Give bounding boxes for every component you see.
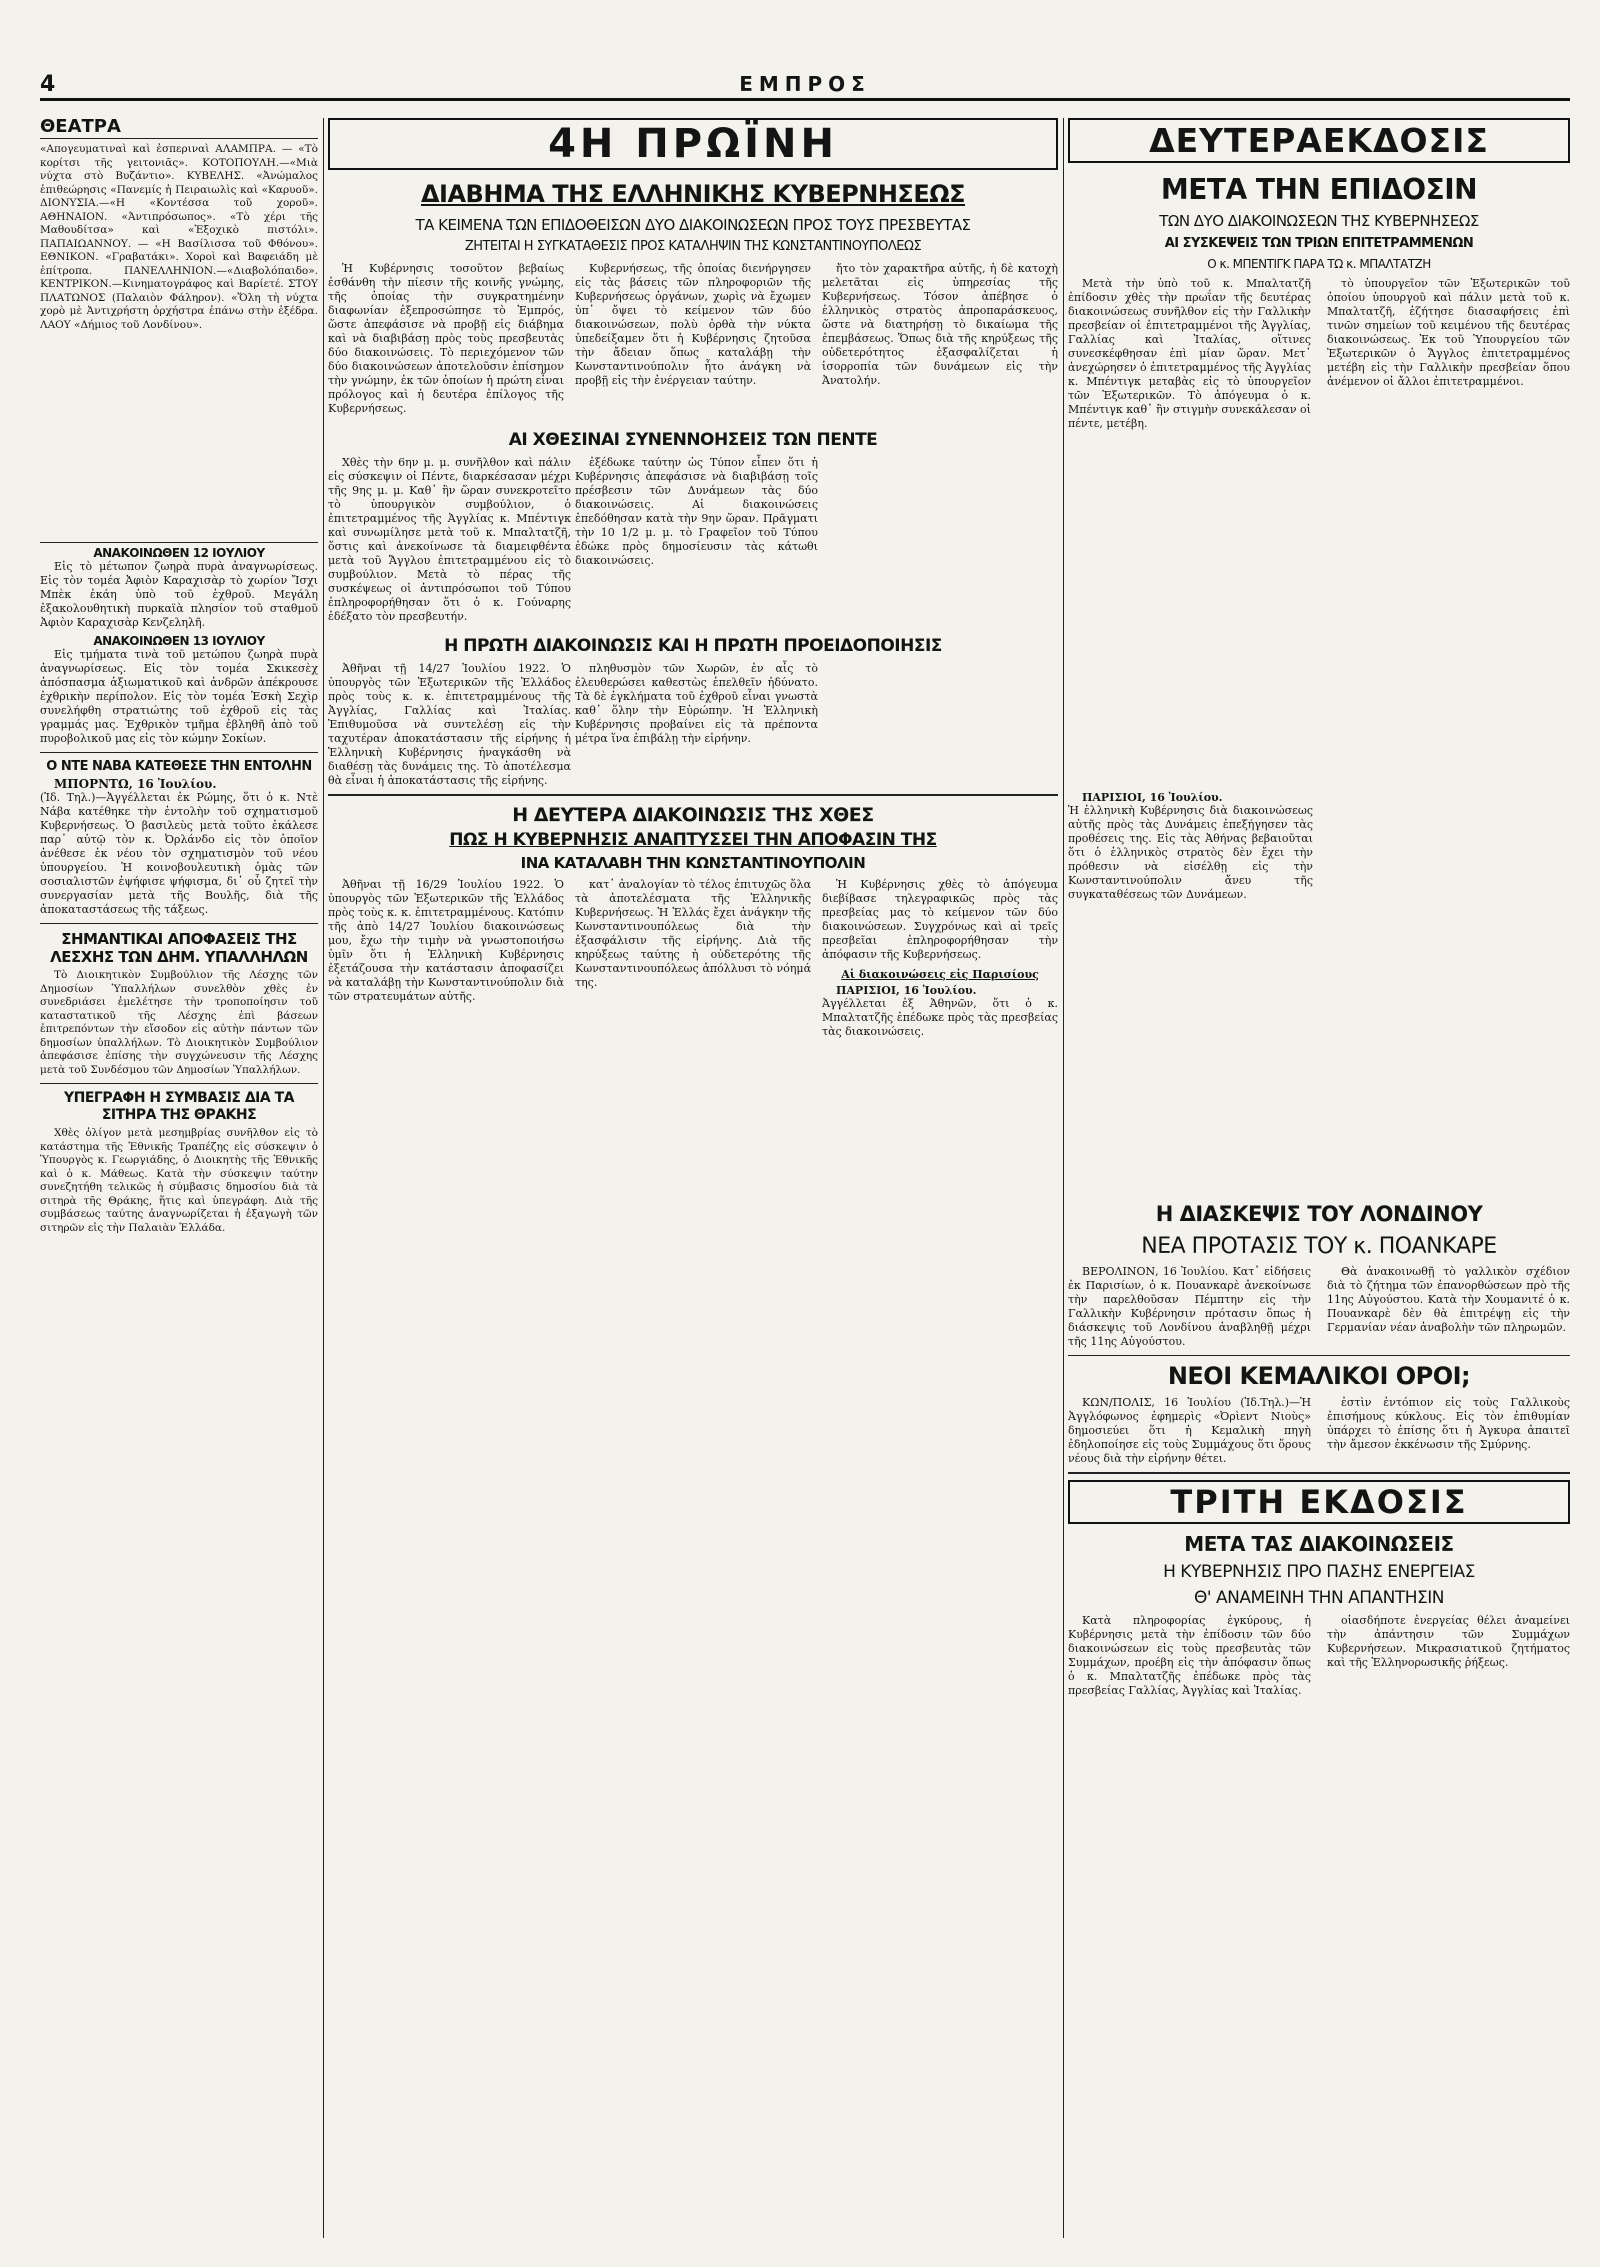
blank-space <box>40 332 318 542</box>
masthead: ΕΜΠΡΟΣ <box>739 72 871 96</box>
divider <box>1068 1472 1570 1474</box>
article-text: κατ᾽ ἀναλογίαν τὸ τέλος ἐπιτυχῶς ὅλα τὰ ἀποτελέσματα τῆς Ἑλληνικῆς Κυβερνήσεως. Ἡ Ἑλλάς ἔχει ἀνάγκην τῆς Κωνσταντινουπόλεως διὰ τὴν ἐξασφάλισιν τῆς εἰρήνης. Διὰ τῆς κηρύξεως ταύτης ἡ οὐδετερότης τῆς Κωνσταντινουπόλεως ἀπόλλυσι τὸ νόημά της. <box>575 878 811 989</box>
section-subhead: ΙΝΑ ΚΑΤΑΛΑΒΗ ΤΗΝ ΚΩΝΣΤΑΝΤΙΝΟΥΠΟΛΙΝ <box>520 854 866 872</box>
article-text: Ἡ Κυβέρνησις χθὲς τὸ ἀπόγευμα διεβίβασε τηλεγραφικῶς πρὸς τὰς πρεσβείας μας τὸ κείμενον τῶν δύο διακοινώσεων. Συγχρόνως καὶ αἱ τρεῖς πρεσβεῖαι ἐπληροφορήθησαν τὴν ἀπόφασιν τῆς Κυβερνήσεως. <box>822 878 1058 961</box>
nabi-text: (Ἰδ. Τηλ.)—Ἀγγέλλεται ἐκ Ρώμης, ὅτι ὁ κ. Ντὲ Νάβα κατέθηκε τὴν ἐντολὴν τοῦ σχηματισμοῦ Κυβερνήσεως. Ὁ βασιλεὺς μετὰ τοῦτο ἐκάλεσε παρ᾽ αὐτῷ τὸν κ. Ὀρλάνδο εἰς τὸν ὁποῖον ἀνέθεσε ἐκ νέου τὸν σχηματισμὸν τοῦ νέου ὑπουργείου. Ἡ κοινοβουλευτικὴ ὁμὰς τῶν σοσιαλιστῶν ἐψήφισε ψήφισμα, δι᾽ οὗ ζητεῖ τὴν συνεργασίαν μετὰ τῆς Βουλῆς, διὰ τῆς ἀποκαταστάσεως τῆς τάξεως. <box>40 791 318 916</box>
article-text: Χθὲς τὴν 6ην μ. μ. συνῆλθον καὶ πάλιν εἰς σύσκεψιν οἱ Πέντε, διαρκέσασαν μέχρι τῆς 9ης μ. μ. Καθ᾽ ἣν ὥραν συνεκροτεῖτο τὸ ὑπουργικὸν συμβούλιον, ὁ ἐπιτετραμμένος τῆς Ἀγγλίας κ. Μπέντιγκ καὶ συνωμίλησε μετὰ τοῦ κ. Μπαλτατζῆ, ὅστις καὶ ἀνεκοίνωσε τὰ διαμειφθέντα μετὰ τοῦ Ἄγγλου ἐπιτετραμμένου εἰς τὸ συμβούλιον. Μετὰ τὸ πέρας τῆς συσκέψεως οἱ ἀντιπρόσωποι τοῦ Τύπου ἐπληροφορήθησαν ὅτι ὁ κ. Γούναρης ἐδέξατο τὸν πρεσβευτήν. <box>328 456 571 623</box>
article-text: Ἀθῆναι τῇ 16/29 Ἰουλίου 1922. Ὁ ὑπουργὸς τῶν Ἐξωτερικῶν τῆς Ἑλλάδος πρὸς τοὺς κ. κ. ἐπιτετραμμένους. Κατόπιν τῆς ἀπὸ 14/27 Ἰουλίου διακοινώσεως μου, ἔχω τὴν τιμὴν νὰ γνωστοποιήσω ὑμῖν ὅτι ἡ Ἑλληνικὴ Κυβέρνησις ἐξετάζουσα τὴν κατάστασιν ἀποφασίζει νὰ καταλάβῃ τὴν Κωνσταντινούπολιν διὰ τῶν στρατευμάτων αὐτῆς. <box>328 878 564 1003</box>
divider <box>1068 1355 1570 1356</box>
paris-brief <box>1068 791 1313 902</box>
column-divider <box>323 118 324 2238</box>
article-columns <box>328 456 818 624</box>
blank-space <box>1068 902 1570 1202</box>
section-headline: Η ΔΕΥΤΕΡΑ ΔΙΑΚΟΙΝΩΣΙΣ ΤΗΣ ΧΘΕΣ <box>512 804 874 826</box>
third-edition-title: ΤΡΙΤΗ ΕΚΔΟΣΙΣ <box>1068 1480 1570 1524</box>
signature-headline: ΥΠΕΓΡΑΦΗ Η ΣΥΜΒΑΣΙΣ ΔΙΑ ΤΑ ΣΙΤΗΡΑ ΤΗΣ ΘΡΑΚΗΣ <box>63 1090 294 1123</box>
section-headline: Η ΠΡΩΤΗ ΔΙΑΚΟΙΝΩΣΙΣ ΚΑΙ Η ΠΡΩΤΗ ΠΡΟΕΙΔΟΠΟΙΗΣΙΣ <box>444 636 942 656</box>
article-text: ἤτο τὸν χαρακτῆρα αὐτῆς, ἡ δὲ κατοχὴ μελετᾶται εἰς ὑπηρεσίας τῆς Κυβερνήσεως. Τόσον ἀπέβησε ὁ ἑλληνικὸς στρατὸς ἀπροπαράσκευος, ὥστε νὰ διατηρήσῃ τὸ δικαίωμα τῆς ἐπεμβάσεως. Ὅπως διὰ τῆς κηρύξεως τῆς οὐδετερότητος ἐξασφαλίζεται ἡ ἰσορροπία τῶν δυνάμεων εἰς τὴν Ἀνατολήν. <box>822 262 1058 387</box>
page-header <box>40 72 1570 106</box>
paris-headline: Αἱ διακοινώσεις εἰς Παρισίους <box>841 968 1039 981</box>
section-headline: ΑΙ ΧΘΕΣΙΝΑΙ ΣΥΝΕΝΝΟΗΣΕΙΣ ΤΩΝ ΠΕΝΤΕ <box>508 430 878 450</box>
article-text: ἐστὶν ἐντόπιον εἰς τοὺς Γαλλικοὺς ἐπισήμους κύκλους. Εἰς τὸν ἐπιθυμίαν ὑπάρχει τὸ ἐπίσης ὅτι ἡ Ἀγκυρα ἀπαιτεῖ τὴν ἄμεσον ἐκκένωσιν τῆς Σμύρνης. <box>1327 1396 1570 1451</box>
article-text: τὸ ὑπουργεῖον τῶν Ἐξωτερικῶν τοῦ ὁποίου ὑπουργοῦ καὶ πάλιν μετὰ τοῦ κ. Μπαλτατζῆ, ἐζήτησε διασαφήσεις ἐπὶ τινῶν σημείων τοῦ κειμένου τῆς δευτέρας διακοινώσεως. Ἐκ τοῦ Ὑπουργείου τῶν Ἐξωτερικῶν ὁ Ἄγγλος ἐπιτετραμμένος μετέβη εἰς τὴν Γαλλικὴν πρεσβείαν ὅπου ἀνέμενον οἱ ἄλλοι ἐπιτετραμμένοι. <box>1327 277 1570 388</box>
main-subhead-2: ΖΗΤΕΙΤΑΙ Η ΣΥΓΚΑΤΑΘΕΣΙΣ ΠΡΟΣ ΚΑΤΑΛΗΨΙΝ ΤΗΣ ΚΩΝΣΤΑΝΤΙΝΟΥΠΟΛΕΩΣ <box>464 239 922 254</box>
column-right <box>1068 118 1570 2238</box>
signature-text: Χθὲς ὀλίγον μετὰ μεσημβρίας συνῆλθον εἰς τὸ κατάστημα τῆς Ἐθνικῆς Τραπέζης εἰς σύσκεψιν ὁ Ὑπουργὸς κ. Γεωργιάδης, ὁ Διοικητὴς τῆς Ἐθνικῆς καὶ ὁ κ. Μάθεως. Κατὰ τὴν σύσκεψιν ταύτην συνεζητήθη τελικῶς ἡ σύμβασις δημοσίου διὰ τὰ σιτηρὰ τῆς Θράκης, ἥτις καὶ ὑπεγράφη. Διὰ τῆς συμβάσεως ταύτης ἀναγνωρίζεται ἡ ἐξαγωγὴ τῶν σιτηρῶν εἰς τὴν Παλαιὰν Ἑλλάδα. <box>40 1127 318 1234</box>
third-headline: ΜΕΤΑ ΤΑΣ ΔΙΑΚΟΙΝΩΣΕΙΣ <box>1184 1532 1454 1556</box>
article-columns <box>328 662 818 788</box>
column-divider <box>1063 118 1064 2238</box>
announcement-12-text: Εἰς τὸ μέτωπον ζωηρὰ πυρὰ ἀναγνωρίσεως. Εἰς τὸν τομέα Ἀφιὸν Καραχισὰρ τὸ χωρίον Ἴσχι Μπὲκ ἐκάη ὑπὸ τοῦ ἐχθροῦ. Μεγάλη ἐξακολουθητικὴ πυρκαϊὰ πλησίον τοῦ σταθμοῦ Ἀφιὸν Καραχισὰρ Κενζεληλῆ. <box>40 560 318 629</box>
article-columns <box>328 878 1058 1039</box>
paris-dateline: ΠΑΡΙΣΙΟΙ, 16 Ἰουλίου. <box>836 984 977 997</box>
article-text: Ἀθῆναι τῇ 14/27 Ἰουλίου 1922. Ὁ ὑπουργὸς τῶν Ἐξωτερικῶν τῆς Ἑλλάδος πρὸς τοὺς κ. κ. ἐπιτετραμμένους τῆς Ἀγγλίας, Γαλλίας καὶ Ἰταλίας. Ἐπιθυμοῦσα νὰ συντελέσῃ εἰς τὴν ταχυτέραν ἀποκατάστασιν τῆς εἰρήνης ἡ Ἑλληνικὴ Κυβέρνησις ἠναγκάσθη νὰ διαθέσῃ τὰς δυνάμεις της. Τὸ ἀποτέλεσμα θὰ εἶναι ἡ ἀποκατάστασις τῆς εἰρήνης. <box>328 662 571 787</box>
column-center <box>328 118 1058 2238</box>
divider <box>328 794 1058 796</box>
poincare-headline: ΝΕΑ ΠΡΟΤΑΣΙΣ ΤΟΥ κ. ΠΟΑΝΚΑΡΕ <box>1141 1234 1497 1259</box>
announcement-13-title: ΑΝΑΚΟΙΝΩΘΕΝ 13 ΙΟΥΛΙΟΥ <box>93 634 265 648</box>
after-headline: ΜΕΤΑ ΤΗΝ ΕΠΙΔΟΣΙΝ <box>1160 173 1478 206</box>
section-subhead: ΠΩΣ Η ΚΥΒΕΡΝΗΣΙΣ ΑΝΑΠΤΥΣΣΕΙ ΤΗΝ ΑΠΟΦΑΣΙΝ ΤΗΣ <box>449 830 937 850</box>
third-subhead: Η ΚΥΒΕΡΝΗΣΙΣ ΠΡΟ ΠΑΣΗΣ ΕΝΕΡΓΕΙΑΣ <box>1163 1562 1475 1582</box>
nabi-dateline: ΜΠΟΡΝΤΩ, 16 Ἰουλίου. <box>54 777 217 791</box>
announcement-12-title: ΑΝΑΚΟΙΝΩΘΕΝ 12 ΙΟΥΛΙΟΥ <box>40 542 318 560</box>
article-text: Ἡ Κυβέρνησις τοσοῦτον βεβαίως ἐσθάνθη τὴν πίεσιν τῆς κοινῆς γνώμης, τῆς ὁποίας τὴν συγκρατημένην διαφωνίαν ἐξεπροσώπησε τὸ Ἐμπρός, ὥστε ἀπεφάσισε νὰ προβῇ εἰς διάβημα καὶ νὰ διαβιβάσῃ πρὸς τοὺς πρεσβευτὰς δύο διακοινώσεις. Τὸ περιεχόμενον τῶν δύο διακοινώσεων ἀποτελοῦσιν ἐπίσημον τὴν γνώμην, ἐκ τῶν ὁποίων ἡ πρώτη εἶναι πρόλογος καὶ ἡ δευτέρα ἐπίλογος τῆς Κυβερνήσεως. <box>328 262 564 415</box>
article-text: Κυβερνήσεως, τῆς ὁποίας διενήργησεν εἰς τὰς βάσεις τῶν πληροφοριῶν τῆς Κυβερνήσεως ὀργάνων, χωρὶς νὰ ἔχωμεν ὑπ᾽ ὄψει τὸ κείμενον τῶν δύο διακοινώσεων, πολὺ ὀρθὰ τὴν νύκτα ὑπεδείξαμεν ὅτι ἡ Κυβέρνησις ζητοῦσα τὴν ἄδειαν ὅπως καταλάβῃ τὴν Κωνσταντινούπολιν ἦτο ἀνάγκη νὰ προβῇ εἰς τὴν ἐνέργειαν ταύτην. <box>575 262 811 387</box>
after-subhead-3: Ο κ. ΜΠΕΝΤΙΓΚ ΠΑΡΑ ΤΩ κ. ΜΠΑΛΤΑΤΖΗ <box>1207 257 1431 271</box>
announcement-13-text: Εἰς τμήματα τινὰ τοῦ μετώπου ζωηρὰ πυρὰ ἀναγνωρίσεως. Εἰς τὸν τομέα Σκικεσὲχ ἀπόσπασμα ἀξιωματικοῦ καὶ ἀνδρῶν ἀπέκρουσε ἐχθρικὴν περίπολον. Εἰς τὸν τομέα Ἐσκὴ Σεχὶρ συνελήφθη στρατιώτης τοῦ ἐχθροῦ εἰς τὰς γραμμάς μας. Ἐχθρικὸν τμῆμα ἐβληθῆ ἀπὸ τοῦ πυροβολικοῦ μας εἰς τὸν κώμην Σοκίων. <box>40 648 318 745</box>
second-edition-title: ΔΕΥΤΕΡΑΕΚΔΟΣΙΣ <box>1068 118 1570 163</box>
article-text: οἱασδήποτε ἐνεργείας θέλει ἀναμείνει τὴν ἀπάντησιν τῶν Συμμάχων Κυβερνήσεων. Μικρασιατικοῦ ζητήματος καὶ τῆς Ἑλληνορωσικῆς ῥήξεως. <box>1327 1614 1570 1669</box>
divider <box>40 923 318 924</box>
blank-space <box>1068 431 1570 791</box>
article-text: πληθυσμὸν τῶν Χωρῶν, ἐν αἷς τὸ ἐλευθερώσει καθεστὼς ἐπελθεῖν ἠδύνατο. Τὰ δὲ ἐγκλήματα τοῦ ἐχθροῦ εἶναι γνωστὰ καθ᾽ ὅλην τὴν Εὐρώπην. Ἡ Ἑλληνικὴ Κυβέρνησις προβαίνει εἰς τὰ πρέποντα μέτρα ἵνα ἐπιβάλῃ τὴν εἰρήνην. <box>575 662 818 745</box>
article-text: ἐξέδωκε ταύτην ὡς Τύπον εἶπεν ὅτι ἡ Κυβέρνησις ἀπεφάσισε νὰ διαβιβάσῃ τοῖς πρέσβεσιν τῶν Δυνάμεων τὰς δύο διακοινώσεις. Αἱ διακοινώσεις ἐπεδόθησαν κατὰ τὴν 9ην ὥραν. Πρᾶγματι τὴν 10 1/2 μ. μ. τὸ Γραφεῖον τοῦ Τύπου ἐδώκε πρὸς δημοσίευσιν τὰς κάτωθι διακοινώσεις. <box>575 456 818 567</box>
theatre-title: ΘΕΑΤΡΑ <box>40 118 318 139</box>
article-columns <box>328 262 1058 416</box>
divider <box>40 1083 318 1084</box>
article-columns <box>1068 1396 1570 1466</box>
decisions-headline: ΣΗΜΑΝΤΙΚΑΙ ΑΠΟΦΑΣΕΙΣ ΤΗΣ ΛΕΣΧΗΣ ΤΩΝ ΔΗΜ. ΥΠΑΛΛΗΛΩΝ <box>50 930 308 966</box>
column-left <box>40 118 318 2238</box>
page-number: 4 <box>40 72 56 97</box>
article-text: ΚΩΝ/ΠΟΛΙΣ, 16 Ἰουλίου (Ἰδ.Τηλ.)—Ἡ Ἀγγλόφωνος ἐφημερὶς «Ὀρὶεντ Νιοὺς» δημοσιεύει ὅτι ἡ Κεμαλικὴ πηγὴ ἐδηλοποίησε εἰς τοὺς Συμμάχους ὅτι ὅρους νέους διὰ τὴν εἰρήνην θέτει. <box>1068 1396 1311 1465</box>
after-subhead: ΤΩΝ ΔΥΟ ΔΙΑΚΟΙΝΩΣΕΩΝ ΤΗΣ ΚΥΒΕΡΝΗΣΕΩΣ <box>1159 212 1479 230</box>
paris-dateline: ΠΑΡΙΣΙΟΙ, 16 Ἰουλίου. <box>1082 791 1223 804</box>
article-text: Θὰ ἀνακοινωθῇ τὸ γαλλικὸν σχέδιον διὰ τὸ ζήτημα τῶν ἐπανορθώσεων πρὸ τῆς 11ης Αὐγούστου. Κατὰ τὴν Χουμανιτέ ὁ κ. Πουανκαρὲ δὲν θὰ ἐπιτρέψῃ εἰς τὴν Γερμανίαν νέαν ἀναβολὴν τῶν πληρωμῶν. <box>1327 1265 1570 1334</box>
header-rule <box>40 98 1570 101</box>
paris-text: Ἡ ἑλληνικὴ Κυβέρνησις διὰ διακοινώσεως αὐτῆς πρὸς τὰς Δυνάμεις ἐπεξήγησεν τὰς προθέσεις της. Εἰς τὰς Ἀθήνας βεβαιοῦται ὅτι ὁ ἑλληνικὸς στρατὸς δὲν ἔχει τὴν πρόθεσιν νὰ εἰσέλθῃ εἰς τὴν Κωνσταντινούπολιν ἄνευ τῆς συγκαταθέσεως τῶν Δυνάμεων. <box>1068 804 1313 901</box>
kemal-headline: ΝΕΟΙ ΚΕΜΑΛΙΚΟΙ ΟΡΟΙ; <box>1167 1362 1471 1390</box>
article-columns <box>1068 1614 1570 1698</box>
article-columns <box>1068 1265 1570 1349</box>
main-headline: ΔΙΑΒΗΜΑ ΤΗΣ ΕΛΛΗΝΙΚΗΣ ΚΥΒΕΡΝΗΣΕΩΣ <box>420 180 966 208</box>
article-text: Μετὰ τὴν ὑπὸ τοῦ κ. Μπαλτατζῆ ἐπίδοσιν χθὲς τὴν πρωΐαν τῆς δευτέρας διακοινώσεως συνῆλθον εἰς τὴν Γαλλικὴν πρεσβείαν οἱ ἐπιτετραμμένοι τῆς Ἀγγλίας, Γαλλίας καὶ Ἰταλίας, οἵτινες συνεσκέφθησαν ἐπὶ μίαν ὥραν. Μετ᾽ ἀνεχώρησεν ὁ ἐπιτετραμμένος τῆς Ἀγγλίας κ. Μπέντιγκ μεταβὰς εἰς τὸ ὑπουργεῖον τῶν Ἐξωτερικῶν. Τὸ ἀπόγευμα ὁ κ. Μπέντιγκ καθ᾽ ἣν στιγμὴν συνεκάλεσαν οἱ πέντε, μετέβη. <box>1068 277 1311 430</box>
london-headline: Η ΔΙΑΣΚΕΨΙΣ ΤΟΥ ΛΟΝΔΙΝΟΥ <box>1155 1202 1483 1226</box>
nabi-headline: Ο ΝΤΕ ΝΑΒΑ ΚΑΤΕΘΕΣΕ ΤΗΝ ΕΝΤΟΛΗΝ <box>46 759 312 774</box>
article-columns <box>1068 277 1570 431</box>
article-text: ΒΕΡΟΛΙΝΟΝ, 16 Ἰουλίου. Κατ᾽ εἰδήσεις ἐκ Παρισίων, ὁ κ. Πουανκαρὲ ἀνεκοίνωσε τὴν παρελθοῦσαν Πέμπτην εἰς τὴν Γαλλικὴν Κυβέρνησιν πρότασιν ὅπως ἡ διάσκεψις τοῦ Λονδίνου ἀναβληθῇ μέχρι τῆς 11ης Αὐγούστου. <box>1068 1265 1311 1348</box>
article-text: Κατὰ πληροφορίας ἐγκύρους, ἡ Κυβέρνησις μετὰ τὴν ἐπίδοσιν τῶν δύο διακοινώσεων εἰς τοὺς πρεσβευτὰς τῶν Συμμάχων, προέβη εἰς τὴν ἀπόφασιν ὅπως ὁ κ. Μπαλτατζῆς ἐπέδωκε πρὸς τὰς πρεσβείας Γαλλίας, Ἀγγλίας καὶ Ἰταλίας. <box>1068 1614 1311 1697</box>
article-column <box>822 878 1058 1039</box>
paris-text: Ἀγγέλλεται ἐξ Ἀθηνῶν, ὅτι ὁ κ. Μπαλτατζῆς ἐπέδωκε πρὸς τὰς πρεσβείας τὰς διακοινώσεις. <box>822 997 1058 1038</box>
edition-title: 4Η ΠΡΩΪΝΗ <box>328 118 1058 170</box>
third-subhead-2: Θ' ΑΝΑΜΕΙΝΗ ΤΗΝ ΑΠΑΝΤΗΣΙΝ <box>1194 1588 1444 1608</box>
divider <box>40 752 318 753</box>
after-subhead-2: ΑΙ ΣΥΣΚΕΨΕΙΣ ΤΩΝ ΤΡΙΩΝ ΕΠΙΤΕΤΡΑΜΜΕΝΩΝ <box>1164 236 1474 251</box>
decisions-text: Τὸ Διοικητικὸν Συμβούλιον τῆς Λέσχης τῶν Δημοσίων Ὑπαλλήλων συνελθὸν χθὲς ἐν συνεδριάσει ἐμελέτησε τὴν τροποποίησιν τοῦ καταστατικοῦ τῆς Λέσχης ἐπὶ βάσεων ἐπιτρεπόντων τὴν εἴσοδον εἰς αὐτὴν πάντων τῶν δημοσίων ὑπαλλήλων. Τὸ Διοικητικὸν Συμβούλιον ἀπεφάσισε ἐπίσης τὴν συγχώνευσιν τῆς Λέσχης μετὰ τοῦ Συνδέσμου τῶν Δημοσίων Ὑπαλλήλων. <box>40 969 318 1076</box>
main-subhead: ΤΑ ΚΕΙΜΕΝΑ ΤΩΝ ΕΠΙΔΟΘΕΙΣΩΝ ΔΥΟ ΔΙΑΚΟΙΝΩΣΕΩΝ ΠΡΟΣ ΤΟΥΣ ΠΡΕΣΒΕΥΤΑΣ <box>415 216 971 234</box>
theatre-listing: «Απογευματιναὶ καὶ ἐσπεριναὶ ΑΛΑΜΠΡΑ. — «Τὸ κορίτσι τῆς γειτονιᾶς». ΚΟΤΟΠΟΥΛΗ.—«Μιὰ νύχτα στὸ Βυζάντιο». ΚΥΒΕΛΗΣ. «Ἀνώμαλος ἐπιθεώρησις «Πανεμίς ἡ Πειραιωλὶς καὶ «Καρυοῦ». ΔΙΟΝΥΣΙΑ.—«Η «Κοντέσσα τοῦ χοροῦ». ΑΘΗΝΑΙΟΝ. «Ἀντιπρόσωπος». «Τὸ χέρι τῆς Μαθουδίτσα» καὶ «Ἐξοχικὸ πιστόλι». ΠΑΠΑΙΩΑΝΝΟΥ. — «Η Βασίλισσα τοῦ Φθόνου». ΕΘΝΙΚΟΝ. «Γραβατάκι». Χοροὶ καὶ Βαφειάδη μὲ ἐπίτροπα. ΠΑΝΕΛΛΗΝΙΟΝ.—«Διαβολόπαιδο». ΚΕΝΤΡΙΚΟΝ.—Κινηματογράφος καὶ Βαρίετέ. ΣΤΟΥ ΠΛΑΤΩΝΟΣ (Παλαιὸν Φάληρον). «Ὅλη τὴ νύχτα χορὸ μὲ Ἀντιχρήστη ὀρχήστρα ἐπάνω στὴν ἐξέδρα. ΛΑΟΥ «Δήμιος τοῦ Λονδίνου». <box>40 143 318 331</box>
